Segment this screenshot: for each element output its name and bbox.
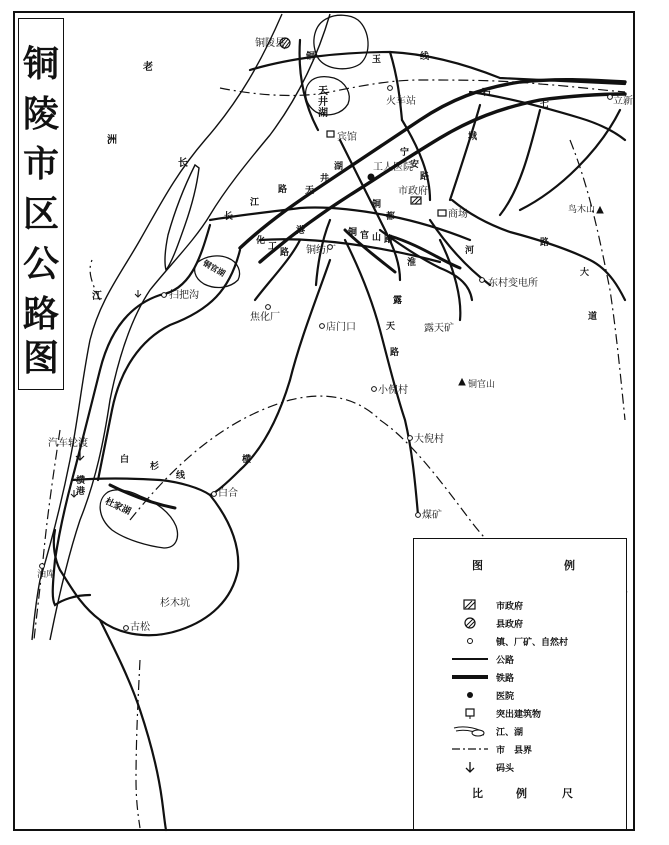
place-label: 立新 (613, 96, 633, 107)
road-label: 道 (588, 312, 598, 322)
road-label: 大 (580, 268, 590, 278)
legend (413, 538, 627, 830)
legend-title: 例 (564, 559, 575, 572)
place-label: 油库 (37, 570, 56, 580)
legend-label: 江、湖 (496, 728, 524, 738)
road-label: 河 (465, 246, 475, 256)
river-label: 江 (92, 291, 102, 302)
place-label: 杜家湖 (103, 496, 133, 518)
place-label: 铜官湖 (201, 257, 228, 279)
road-label: 路 (384, 235, 394, 245)
legend-row-hospital (414, 687, 626, 703)
legend-label: 铁路 (496, 674, 515, 684)
yangtze-river (32, 14, 330, 640)
road-label: 淮 (407, 258, 417, 268)
county-gov-icon (452, 617, 488, 629)
place-label: 店门口 (326, 322, 356, 333)
place-label: 汽车轮渡 (48, 438, 88, 449)
place-label: 煤矿 (422, 510, 442, 521)
place-label: 铜官山 (468, 380, 496, 390)
legend-label: 县政府 (496, 620, 524, 630)
road-label: 路 (278, 185, 288, 195)
place-label: 白合 (218, 488, 238, 499)
scale-label: 例 (516, 787, 527, 800)
legend-row-pier (414, 759, 626, 775)
road-label: 湖 (334, 162, 344, 172)
boundary-icon (452, 743, 488, 755)
railway-icon (452, 671, 488, 683)
place-label: 铜陵县 (255, 38, 285, 49)
legend-label: 公路 (496, 656, 515, 666)
title-char: 公 (22, 244, 59, 285)
road-label: 杉 (150, 462, 160, 472)
road-label: 线 (420, 52, 430, 62)
legend-label: 医院 (496, 692, 515, 702)
legend-label: 突出建筑物 (496, 710, 542, 720)
road-label: 官 (360, 231, 370, 241)
place-label: 东村变电所 (488, 278, 538, 289)
place-label: 鸟木山 (568, 205, 596, 215)
village-icon (452, 635, 488, 647)
scale-label: 尺 (562, 787, 573, 800)
road-label: 路 (390, 348, 400, 358)
road-label: 路 (540, 238, 550, 248)
place-label: 天井湖 (318, 86, 328, 119)
road-label: 七 (540, 100, 550, 110)
tianjing-lake (314, 15, 368, 69)
road-label: 都 (386, 212, 396, 222)
river-label: 老 (143, 62, 153, 73)
hospital-marker (368, 174, 374, 180)
legend-label: 市政府 (496, 602, 524, 612)
road-label: 白 (120, 455, 130, 465)
legend-row-city-gov (414, 597, 626, 613)
city-gov-icon (452, 599, 488, 611)
place-label: 宾馆 (337, 132, 357, 143)
market-marker (438, 210, 446, 216)
road-label: 宁 (400, 148, 410, 158)
river-label: 长 (178, 158, 188, 169)
road-label: 铜 (306, 52, 316, 62)
place-label: 工人医院 (373, 162, 413, 173)
road-label: 铜 (348, 228, 358, 238)
legend-row-landmark (414, 705, 626, 721)
place-label: 焦化厂 (250, 312, 280, 323)
place-label: 横港 (76, 476, 86, 497)
place-label: 露天矿 (424, 323, 454, 334)
river-lake-icon (452, 725, 488, 737)
road-label: 江 (250, 198, 260, 208)
road-label: 化 (256, 236, 266, 246)
title-char: 市 (22, 144, 59, 185)
place-label: 扫把沟 (169, 290, 199, 301)
legend-row-village (414, 633, 626, 649)
scale-label: 比 (472, 787, 483, 800)
place-label: 火车站 (386, 96, 416, 107)
legend-row-county-gov (414, 615, 626, 631)
map-title (18, 18, 64, 390)
road-label: 露 (393, 296, 403, 306)
hotel-marker (327, 131, 334, 137)
road-label: 安 (410, 160, 420, 170)
road-label: 玉 (372, 55, 382, 65)
road-label: 工 (268, 242, 278, 252)
title-char: 图 (22, 338, 59, 379)
road-label: 天 (386, 322, 396, 332)
hospital-icon (452, 689, 488, 701)
road-label: 线 (176, 471, 186, 481)
road-label: 长 (224, 212, 234, 222)
title-char: 路 (22, 294, 59, 335)
pier-icon (452, 761, 488, 773)
road-label: 天 (305, 186, 315, 196)
legend-row-road (414, 651, 626, 667)
place-label: 杉木坑 (160, 598, 190, 609)
road-label: 山 (372, 233, 382, 243)
place-label: 古松 (130, 622, 150, 633)
road-label: 路 (280, 248, 290, 258)
tongguanshan-peak (459, 379, 465, 385)
legend-row-river-lake (414, 723, 626, 739)
place-label: 铜纺厂 (306, 245, 336, 256)
legend-row-railway (414, 669, 626, 685)
title-char: 铜 (22, 44, 59, 85)
road-label: 铜 (372, 200, 382, 210)
place-label: 市政府 (398, 186, 428, 197)
place-label: 大倪村 (414, 434, 444, 445)
road-label: 港 (296, 226, 306, 236)
niaomushan-peak (597, 207, 603, 213)
legend-label: 码头 (496, 764, 515, 774)
road-label: 石 (482, 88, 492, 98)
title-char: 陵 (22, 94, 59, 135)
legend-title: 图 (472, 559, 483, 572)
place-label: 小倪村 (378, 385, 408, 396)
road-label: 城 (468, 132, 478, 142)
road-label: 横 (242, 455, 252, 465)
river-label: 洲 (107, 135, 117, 146)
legend-row-boundary (414, 741, 626, 757)
road-label: 井 (320, 174, 330, 184)
title-char: 区 (22, 194, 59, 235)
place-label: 商场 (448, 209, 468, 220)
legend-label: 镇、厂矿、自然村 (496, 638, 569, 648)
landmark-icon (452, 707, 488, 719)
road-label: 路 (420, 172, 430, 182)
road-icon (452, 653, 488, 665)
special-markers (71, 38, 603, 497)
legend-label: 市 县界 (496, 746, 533, 756)
